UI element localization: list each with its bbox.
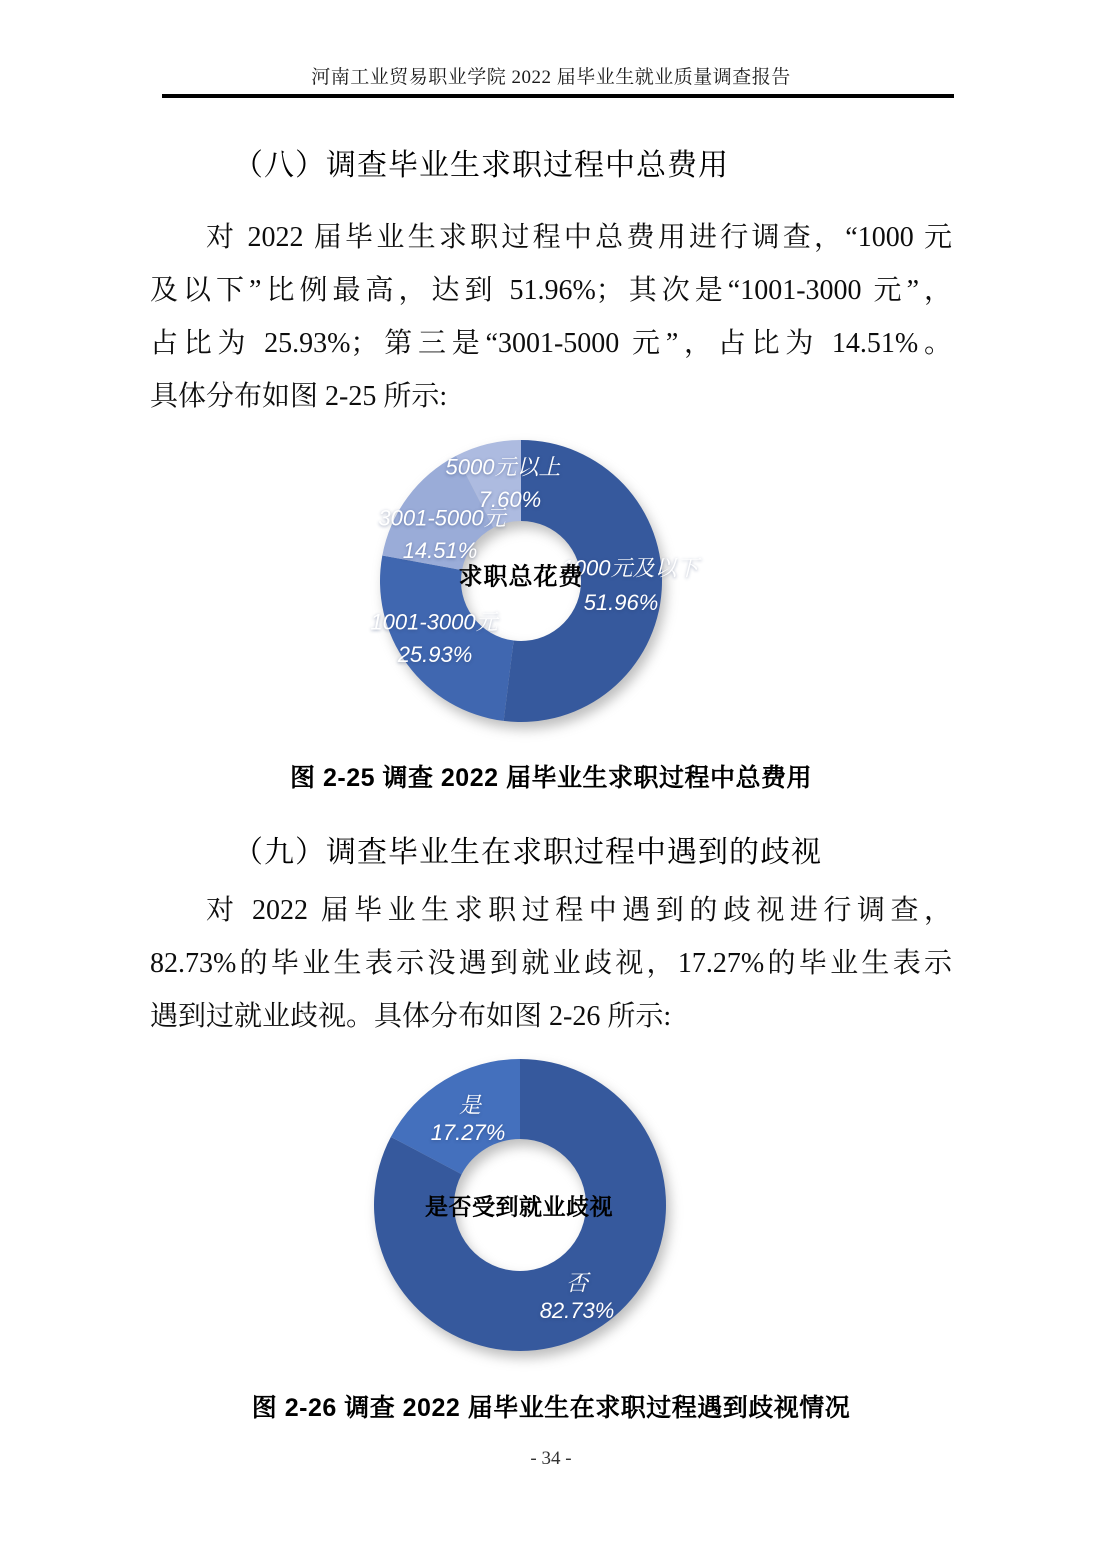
slice-label-percent: 17.27% bbox=[430, 1120, 506, 1145]
slice-label-category: 1000元及以下 bbox=[561, 555, 699, 581]
paragraph-line: 占比为 25.93%；第三是“3001-5000 元”，占比为 14.51%。 bbox=[150, 328, 952, 359]
slice-label-percent: 82.73% bbox=[539, 1298, 615, 1323]
slice-label-percent: 7.60% bbox=[478, 487, 542, 512]
section-8-paragraph bbox=[150, 211, 952, 423]
paragraph-line: 82.73%的毕业生表示没遇到就业歧视，17.27%的毕业生表示 bbox=[150, 948, 952, 979]
section-9-heading: （九）调查毕业生在求职过程中遇到的歧视 bbox=[233, 836, 822, 869]
slice-label-percent: 14.51% bbox=[402, 538, 478, 563]
figure-caption-2-26: 图 2-26 调查 2022 届毕业生在求职过程遇到歧视情况 bbox=[251, 1394, 851, 1422]
slice-label-category: 否 bbox=[565, 1270, 589, 1296]
donut-center-title: 求职总花费 bbox=[458, 563, 584, 591]
page-number: - 34 - bbox=[530, 1448, 572, 1469]
slice-label-category: 是 bbox=[458, 1092, 482, 1118]
page-header-title: 河南工业贸易职业学院 2022 届毕业生就业质量调查报告 bbox=[311, 67, 791, 88]
figure-caption-2-25: 图 2-25 调查 2022 届毕业生求职过程中总费用 bbox=[290, 764, 812, 792]
paragraph-line: 及以下”比例最高，达到 51.96%；其次是“1001-3000 元”， bbox=[150, 275, 952, 306]
section-8-heading: （八）调查毕业生求职过程中总费用 bbox=[233, 149, 729, 182]
slice-label-category: 3001-5000元 bbox=[378, 505, 506, 531]
donut-center-title: 是否受到就业歧视 bbox=[425, 1193, 613, 1220]
section-9-paragraph bbox=[150, 884, 952, 1043]
header-rule bbox=[162, 94, 954, 98]
slice-label-category: 1001-3000元 bbox=[370, 609, 498, 635]
slice-label-percent: 25.93% bbox=[397, 642, 473, 667]
paragraph-line: 遇到过就业歧视。具体分布如图 2-26 所示: bbox=[150, 1001, 672, 1032]
paragraph-line: 具体分布如图 2-25 所示: bbox=[150, 381, 448, 412]
paragraph-line: 对 2022 届毕业生求职过程中总费用进行调查，“1000 元 bbox=[206, 222, 952, 253]
paragraph-line: 对 2022 届毕业生求职过程中遇到的歧视进行调查， bbox=[206, 895, 952, 926]
slice-label-category: 5000元以上 bbox=[445, 454, 561, 480]
slice-label-percent: 51.96% bbox=[583, 590, 659, 615]
